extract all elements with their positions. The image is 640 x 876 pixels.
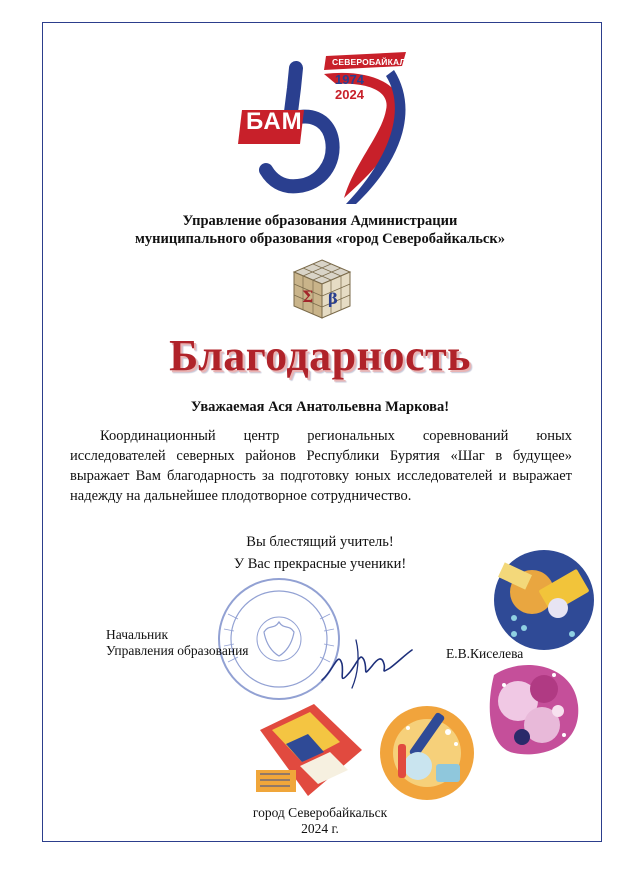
issuer-line-1: Управление образования Администрации <box>182 213 458 229</box>
bam-50-logo <box>236 48 424 208</box>
certificate-title: Благодарность <box>169 331 471 380</box>
cube-emblem <box>292 258 352 320</box>
logo-year-start: 1974 <box>335 72 364 87</box>
laboratory-illustration <box>378 704 476 802</box>
greeting: Уважаемая Ася Анатольевна Маркова! <box>190 399 450 415</box>
wish-line-2: У Вас прекрасные ученики! <box>233 556 407 572</box>
svg-text:β: β <box>328 290 338 308</box>
signatory-title-line-1: Начальник <box>106 627 169 642</box>
signatory-name: Е.В.Киселева <box>446 646 524 661</box>
footer-year: 2024 г. <box>301 821 339 836</box>
svg-text:Σ: Σ <box>302 287 314 306</box>
issuer-line-2: муниципального образования «город Северобайкальск» <box>135 231 505 247</box>
microbiology-illustration <box>484 655 582 759</box>
logo-abbr: БАМ <box>246 108 303 135</box>
handwritten-signature <box>316 630 416 690</box>
space-illustration <box>492 548 596 652</box>
signatory-title-line-2: Управления образования <box>106 643 249 658</box>
body-text: Координационный центр региональных соревнований юных исследователей северных районов Республики Бурятия «Шаг в будущее» выражает Вам благодарность за подготовку юных исследователей и выражает надежду на дальнейшее плодотворное сотрудничество. <box>70 428 572 504</box>
floppy-disk-illustration <box>250 700 368 800</box>
footer-city: город Северобайкальск <box>252 805 388 820</box>
wish-line-1: Вы блестящий учитель! <box>246 534 394 550</box>
logo-year-end: 2024 <box>335 87 364 102</box>
logo-city: СЕВЕРОБАЙКАЛЬСК <box>332 57 424 67</box>
